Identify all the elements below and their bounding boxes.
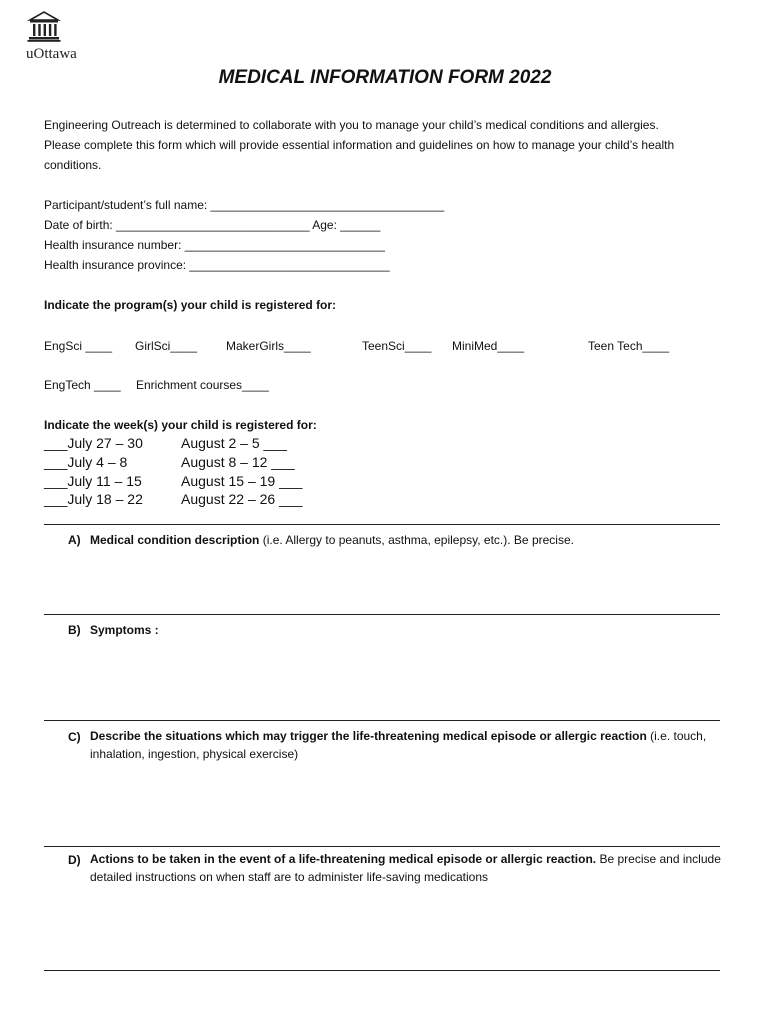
weeks-heading: Indicate the week(s) your child is registered for: [44,418,317,432]
week-july-18-22[interactable]: ___July 18 – 22 [44,491,143,507]
week-july-4-8[interactable]: ___July 4 – 8 [44,454,128,470]
program-minimed[interactable]: MiniMed____ [452,339,525,353]
section-a-note: (i.e. Allergy to peanuts, asthma, epilepsy, etc.). Be precise. [259,533,574,547]
intro-line-1: Engineering Outreach is determined to collaborate with you to manage your child’s medical conditions and allergies. [44,118,659,132]
section-c-text [90,727,722,763]
week-august-8-12[interactable]: August 8 – 12 ___ [181,454,295,470]
section-d-answer-area[interactable] [44,890,720,966]
section-c-heading: Describe the situations which may trigger the life-threatening medical episode or allergic reaction [90,729,647,743]
section-a-letter: A) [68,533,81,547]
program-enrichment-courses[interactable]: Enrichment courses____ [136,378,269,392]
section-a-text [90,531,722,549]
logo-wordmark: uOttawa [26,46,77,62]
program-engtech[interactable]: EngTech ____ [44,378,121,392]
section-c-answer-area[interactable] [44,766,720,842]
section-b-answer-area[interactable] [44,640,720,716]
section-a-heading: Medical condition description [90,533,260,547]
building-icon [26,10,62,42]
week-august-22-26[interactable]: August 22 – 26 ___ [181,491,303,507]
divider-line [44,720,720,721]
week-august-15-19[interactable]: August 15 – 19 ___ [181,473,303,489]
insurance-number-field[interactable]: Health insurance number: ______________________________ [44,238,385,252]
program-teensci[interactable]: TeenSci____ [362,339,432,353]
date-of-birth-field[interactable]: Date of birth: _____________________________ Age: ______ [44,218,381,232]
week-august-2-5[interactable]: August 2 – 5 ___ [181,435,287,451]
program-makergirls[interactable]: MakerGirls____ [226,339,311,353]
section-b-letter: B) [68,623,81,637]
divider-line [44,524,720,525]
section-d-heading: Actions to be taken in the event of a life-threatening medical episode or allergic reaction. [90,852,597,866]
section-b-heading: Symptoms : [90,623,159,637]
section-d-text [90,850,722,886]
section-d-letter: D) [68,853,81,867]
insurance-province-field[interactable]: Health insurance province: ______________________________ [44,258,390,272]
section-c-letter: C) [68,730,81,744]
week-july-27-30[interactable]: ___July 27 – 30 [44,435,143,451]
program-engsci[interactable]: EngSci ____ [44,339,113,353]
page-title: MEDICAL INFORMATION FORM 2022 [218,67,552,88]
programs-heading: Indicate the program(s) your child is registered for: [44,298,337,312]
intro-line-3: conditions. [44,158,102,172]
section-d-note: Be precise and include detailed instructions on when staff are to administer life-saving medications [90,852,721,884]
divider-line [44,970,720,971]
section-b-text [90,621,722,639]
divider-line [44,846,720,847]
week-july-11-15[interactable]: ___July 11 – 15 [44,473,142,489]
divider-line [44,614,720,615]
full-name-field[interactable]: Participant/student’s full name: ___________________________________ [44,198,445,212]
intro-line-2: Please complete this form which will provide essential information and guidelines on how to manage your child’s health [44,138,675,152]
section-c-note: (i.e. touch, inhalation, ingestion, physical exercise) [90,729,707,761]
section-a-answer-area[interactable] [44,550,720,610]
program-girlsci[interactable]: GirlSci____ [135,339,198,353]
program-teen-tech[interactable]: Teen Tech____ [588,339,670,353]
uottawa-logo [26,10,106,62]
